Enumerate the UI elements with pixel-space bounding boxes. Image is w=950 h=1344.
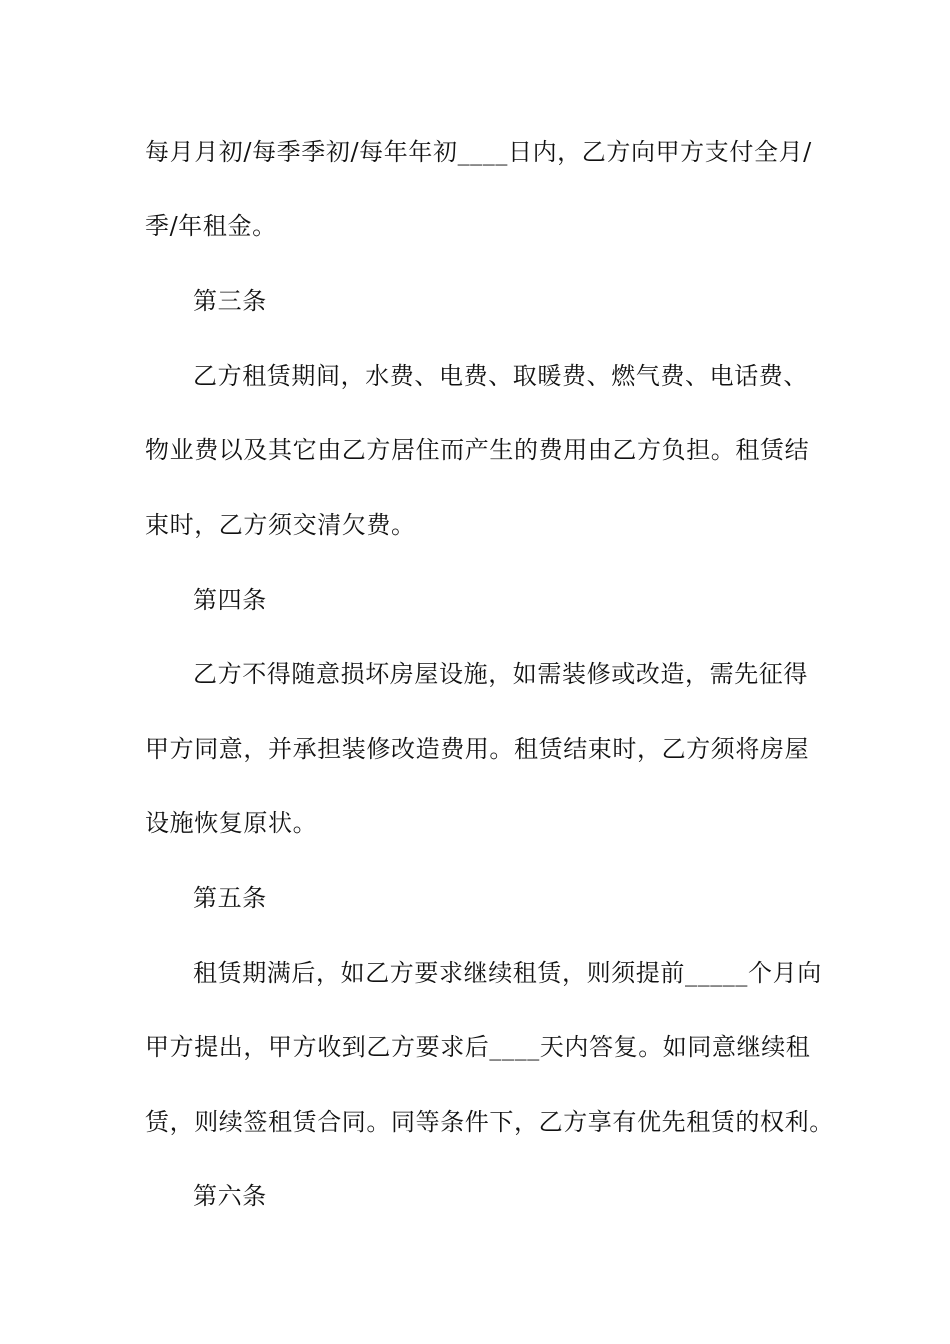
article-heading: 第五条: [193, 884, 267, 912]
article-heading: 第三条: [193, 287, 267, 315]
article-heading: 第六条: [193, 1182, 267, 1210]
paragraph-line: 设施恢复原状。: [145, 809, 318, 837]
paragraph-line: 甲方提出，甲方收到乙方要求后____天内答复。如同意继续租: [145, 1033, 811, 1061]
paragraph-line: 赁，则续签租赁合同。同等条件下，乙方享有优先租赁的权利。: [145, 1108, 834, 1136]
paragraph-line: 甲方同意，并承担装修改造费用。租赁结束时，乙方须将房屋: [145, 735, 810, 763]
paragraph-line: 每月月初/每季季初/每年年初____日内，乙方向甲方支付全月/: [145, 138, 812, 166]
paragraph-line: 物业费以及其它由乙方居住而产生的费用由乙方负担。租赁结: [145, 436, 810, 464]
paragraph-line: 季/年租金。: [145, 212, 277, 240]
paragraph-line: 乙方租赁期间，水费、电费、取暖费、燃气费、电话费、: [193, 362, 808, 390]
article-heading: 第四条: [193, 586, 267, 614]
paragraph-line: 乙方不得随意损坏房屋设施，如需装修或改造，需先征得: [193, 660, 808, 688]
paragraph-line: 束时，乙方须交清欠费。: [145, 511, 416, 539]
paragraph-line: 租赁期满后，如乙方要求继续租赁，则须提前_____个月向: [193, 959, 822, 987]
